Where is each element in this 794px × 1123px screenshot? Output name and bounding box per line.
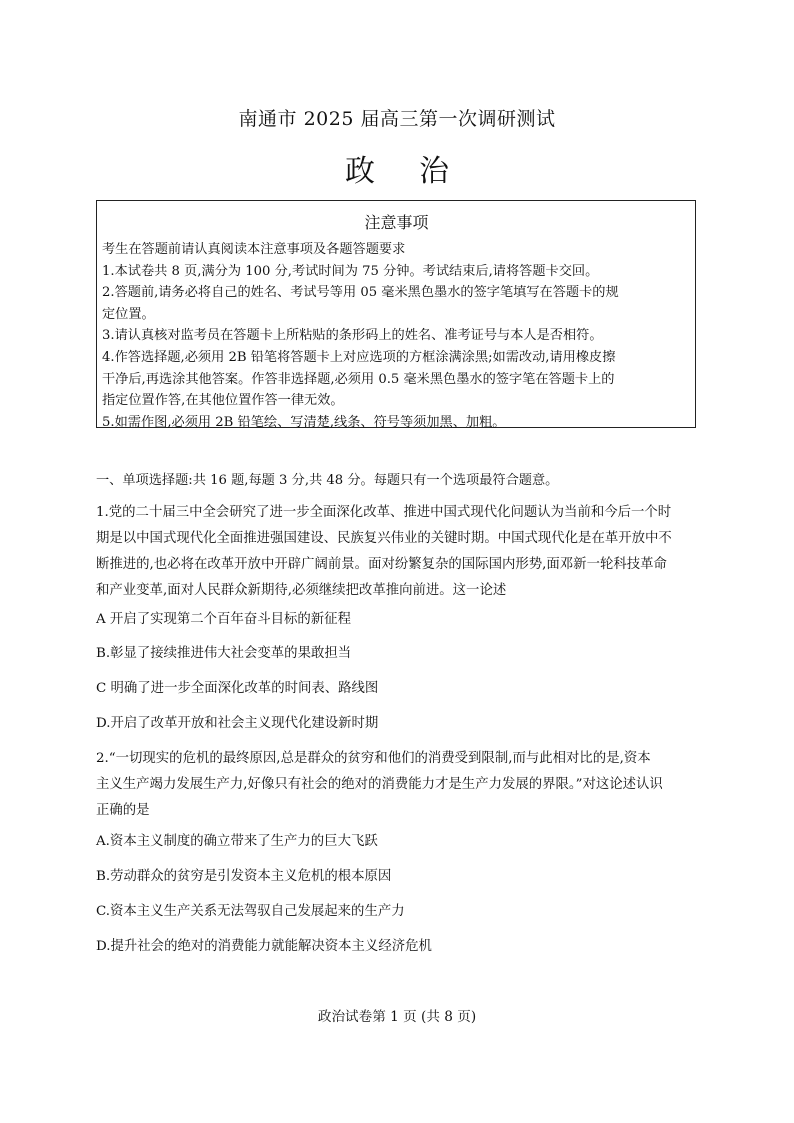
stem-line: 期是以中国式现代化全面推进强国建设、民族复兴伟业的关键时期。中国式现代化是在革开放中不 (96, 531, 672, 546)
question-1-option-c: C 明确了进一步全面深化改革的时间表、路线图 (96, 681, 379, 696)
question-1-option-b: B.彰显了接续推进伟大社会变革的果敢担当 (96, 646, 352, 661)
notice-title: 注意事项 (364, 213, 429, 232)
notice-line: 1.本试卷共 8 页,满分为 100 分,考试时间为 75 分钟。考试结束后,请将答题卡交回。 (102, 263, 599, 279)
section-heading: 一、单项选择题:共 16 题,每题 3 分,共 48 分。每题只有一个选项最符合题意。 (96, 473, 559, 488)
notice-line: 5.如需作图,必须用 2B 铅笔绘、写清楚,线条、符号等须加黑、加粗。 (102, 414, 506, 430)
question-2-option-c: C.资本主义生产关系无法驾驭自己发展起来的生产力 (96, 904, 405, 919)
stem-line: 2.“一切现实的危机的最终原因,总是群众的贫穷和他们的消费受到限制,而与此相对比的是,资本 (96, 751, 651, 766)
notice-line: 干净后,再选涂其他答案。作答非选择题,必须用 0.5 毫米黑色墨水的签字笔在答题卡上的 (102, 371, 615, 387)
question-2-option-a: A.资本主义制度的确立带来了生产力的巨大飞跃 (96, 834, 378, 849)
notice-line: 4.作答选择题,必须用 2B 铅笔将答题卡上对应选项的方框涂满涂黑;如需改动,请用橡皮擦 (102, 349, 616, 365)
question-1-stem (96, 500, 706, 604)
stem-line: 1.党的二十届三中全会研究了进一步全面深化改革、推进中国式现代化问题认为当前和今后一个时 (96, 505, 672, 520)
notice-line: 2.答题前,请务必将自己的姓名、考试号等用 05 毫米黑色墨水的签字笔填写在答题卡的规 (102, 285, 619, 301)
notice-line: 指定位置作答,在其他位置作答一律无效。 (102, 393, 344, 409)
question-1-option-d: D.开启了改革开放和社会主义现代化建设新时期 (96, 716, 379, 731)
notice-box (96, 200, 696, 428)
stem-line: 和产业变革,面对人民群众新期待,必须继续把改革推向前进。这一论述 (96, 583, 507, 598)
exam-title: 南通市 2025 届高三第一次调研测试 (238, 108, 556, 130)
page-footer: 政治试卷第 1 页 (共 8 页) (317, 1009, 477, 1025)
question-1-option-a: A 开启了实现第二个百年奋斗目标的新征程 (96, 612, 351, 627)
subject-title: 政治 (345, 154, 493, 189)
question-2-option-b: B.劳动群众的贫穷是引发资本主义危机的根本原因 (96, 869, 392, 884)
question-2-stem (96, 746, 706, 824)
stem-line: 正确的是 (96, 803, 150, 818)
stem-line: 主义生产竭力发展生产力,好像只有社会的绝对的消费能力才是生产力发展的界限。”对这论述认识 (96, 777, 663, 792)
question-2-option-d: D.提升社会的绝对的消费能力就能解决资本主义经济危机 (96, 939, 432, 954)
notice-line: 考生在答题前请认真阅读本注意事项及各题答题要求 (102, 242, 406, 257)
notice-line: 3.请认真核对监考员在答题卡上所粘贴的条形码上的姓名、准考证号与本人是否相符。 (102, 328, 603, 344)
notice-line: 定位置。 (102, 306, 155, 322)
stem-line: 断推进的,也必将在改革开放中开辟广阔前景。面对纷繁复杂的国际国内形势,面邓新一轮科技革命 (96, 557, 667, 572)
